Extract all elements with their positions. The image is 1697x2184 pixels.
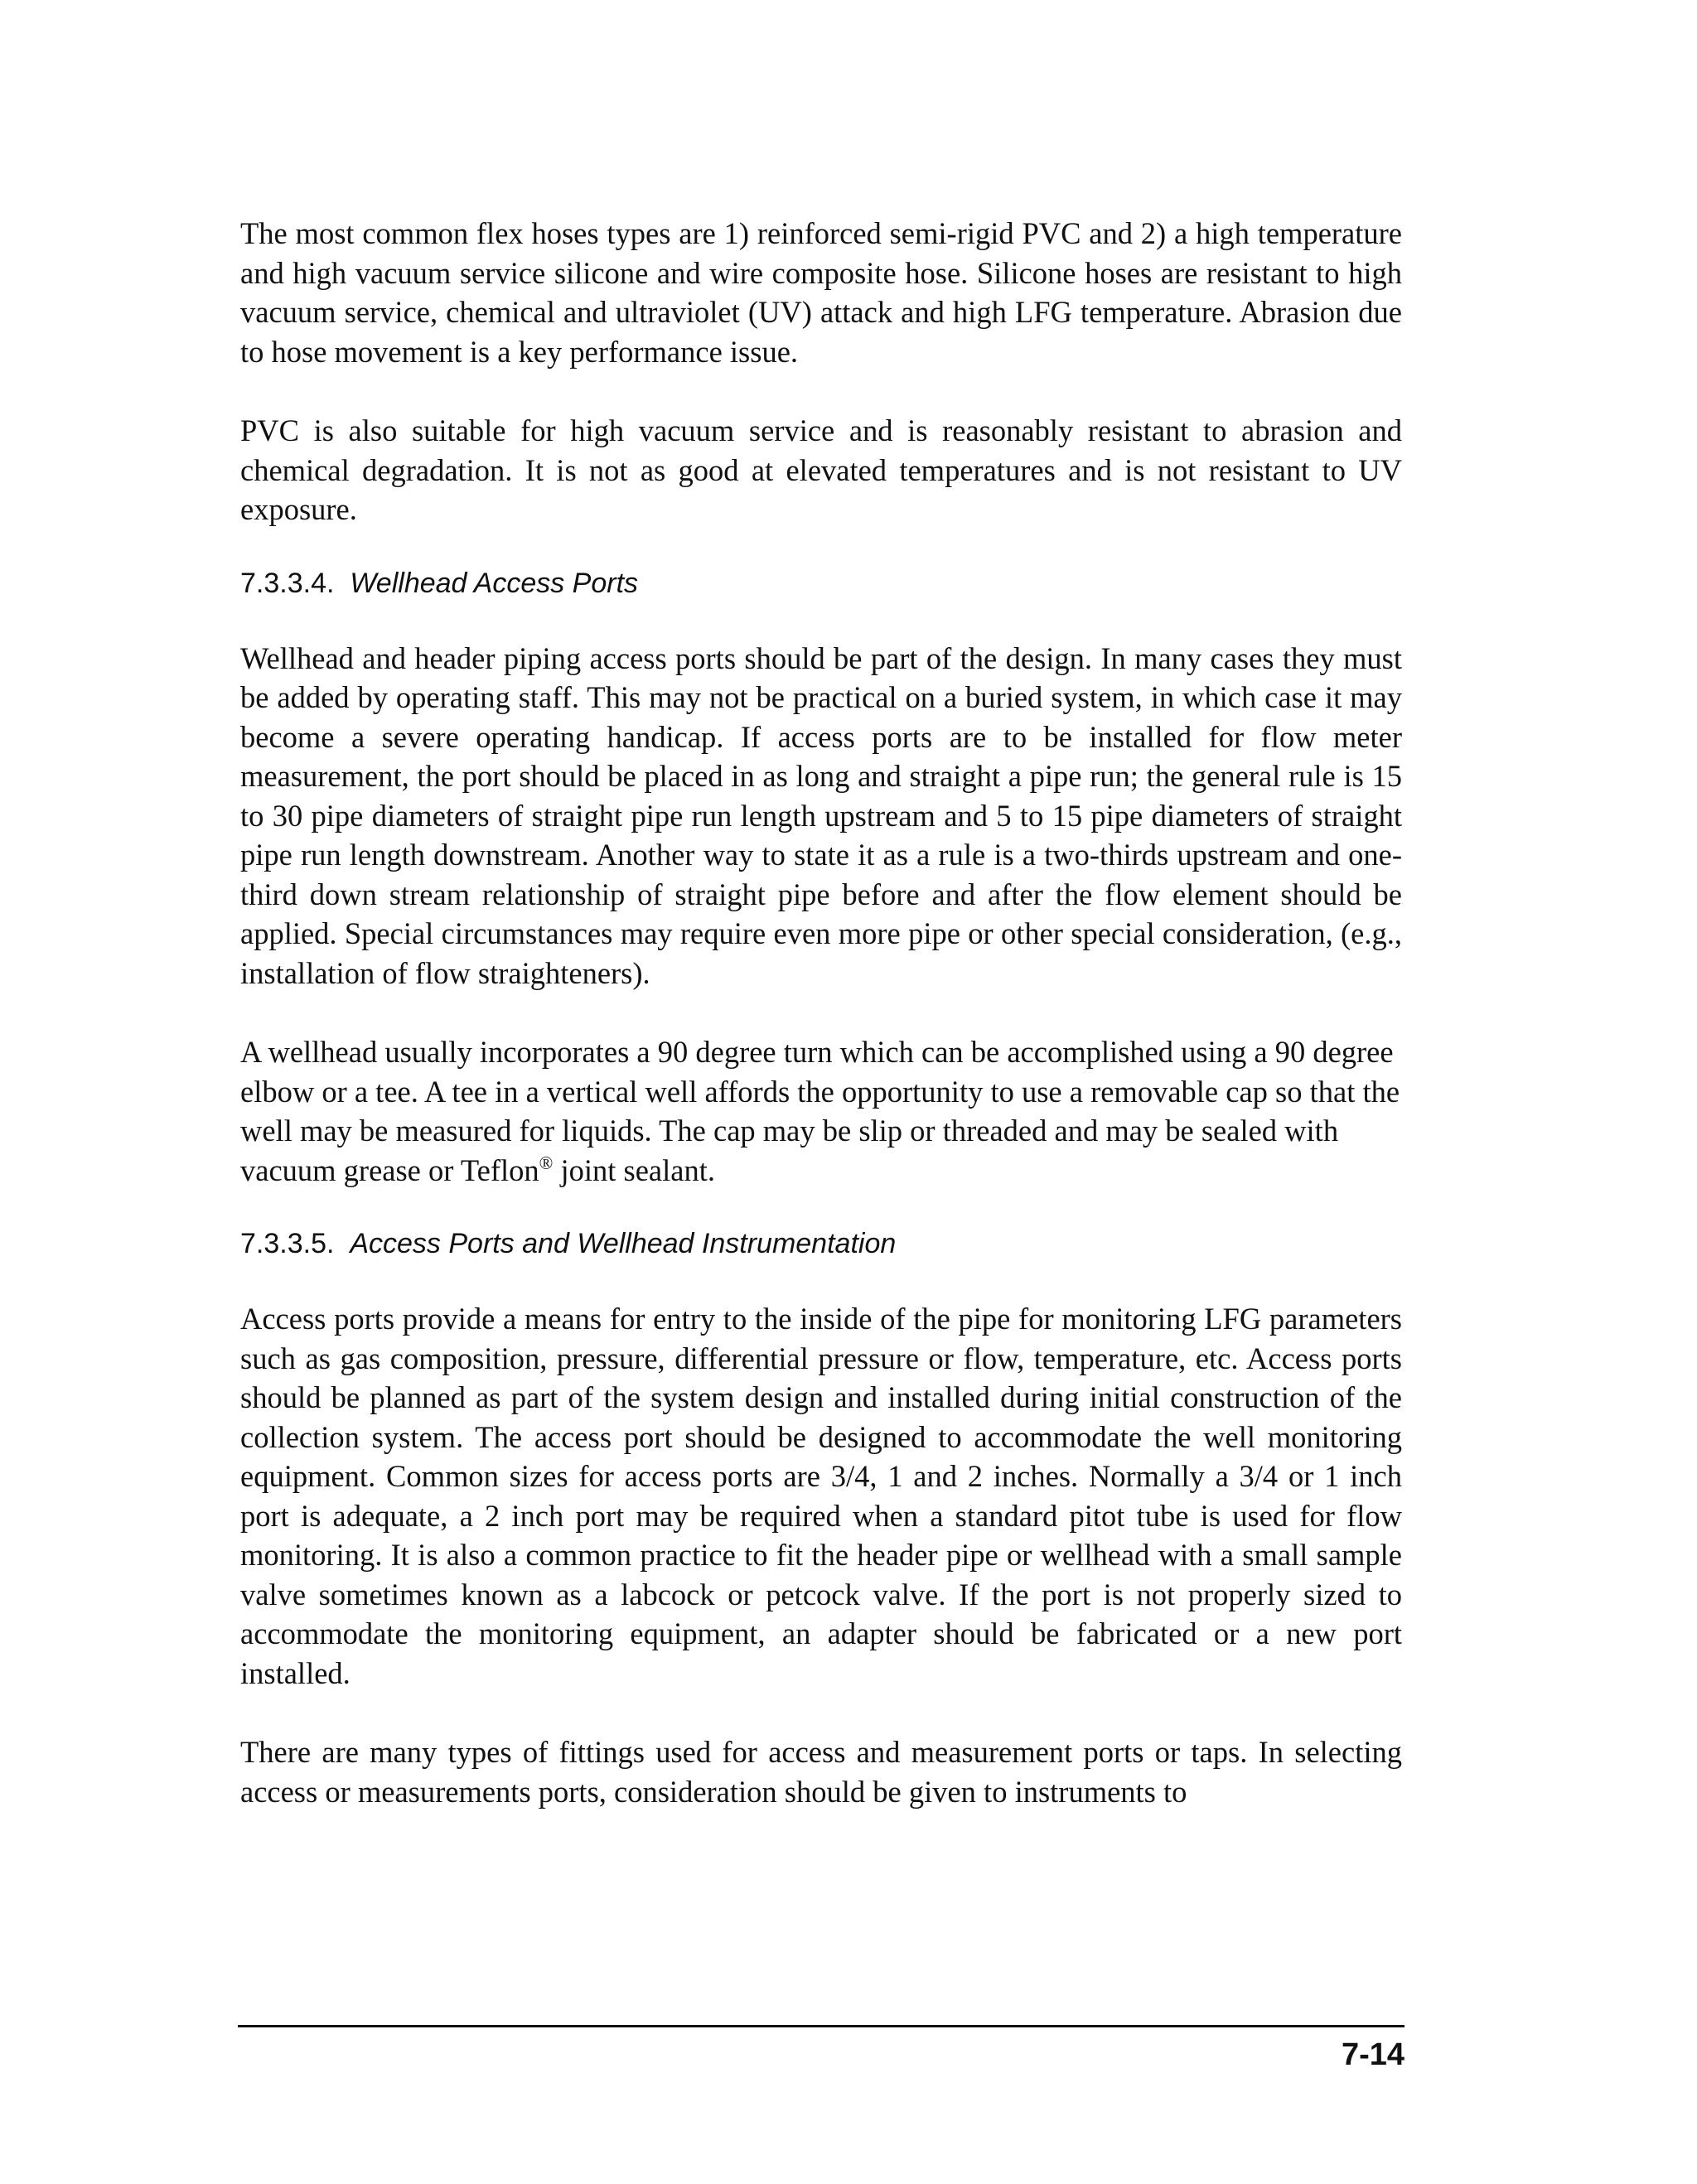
paragraph-access-ports-monitoring: Access ports provide a means for entry to the inside of the pipe for monitoring LFG parameters such as gas composition, pressure, differential pressure or flow, temperature, etc. Access ports should be planned as part of the system design and installed during initial construction of the collection system. The access port should be designed to accommodate the well monitoring equipment. Common sizes for access ports are 3/4, 1 and 2 inches. Normally a 3/4 or 1 inch port is adequate, a 2 inch port may be required when a standard pitot tube is used for flow monitoring. It is also a common practice to fit the header pipe or wellhead with a small sample valve sometimes known as a labcock or petcock valve. If the port is not properly sized to accommodate the monitoring equipment, an adapter should be fabricated or a new port installed. (240, 1302, 1402, 1690)
paragraph-text: A wellhead usually incorporates a 90 degree turn which can be accomplished using a 90 degree elbow or a tee. A tee in a vertical well affords the opportunity to use a removable cap so that the well may be measured for liquids. The cap may be slip or threaded and may be sealed with vacuum grease or Teflon (240, 1035, 1400, 1187)
paragraph-flex-hoses: The most common flex hoses types are 1) reinforced semi-rigid PVC and 2) a high temperature and high vacuum service silicone and wire composite hose. Silicone hoses are resistant to high vacuum service, chemical and ultraviolet (UV) attack and high LFG temperature. Abrasion due to hose movement is a key performance issue. (240, 216, 1402, 369)
paragraph-fitting-types: There are many types of fittings used for access and measurement ports or taps. In selecting access or measurements ports, consideration should be given to instruments to (240, 1735, 1402, 1809)
registered-mark: ® (539, 1152, 554, 1173)
section-number: 7.3.3.5. (240, 1228, 335, 1259)
paragraph-text-end: joint sealant. (553, 1152, 715, 1187)
section-number: 7.3.3.4. (240, 567, 335, 599)
section-heading-access-ports-instrumentation (240, 1225, 1402, 1262)
section-title: Wellhead Access Ports (350, 567, 639, 599)
paragraph-access-ports-design: Wellhead and header piping access ports should be part of the design. In many cases they must be added by operating staff. This may not be practical on a buried system, in which case it may become a severe operating handicap. If access ports are to be installed for flow meter measurement, the port should be placed in as long and straight a pipe run; the general rule is 15 to 30 pipe diameters of straight pipe run length upstream and 5 to 15 pipe diameters of straight pipe run length downstream. Another way to state it as a rule is a two-thirds upstream and one-third down stream relationship of straight pipe before and after the flow element should be applied. Special circumstances may require even more pipe or other special consideration, (e.g., installation of flow straighteners). (240, 640, 1402, 990)
page-number: 7-14 (1341, 2037, 1404, 2072)
section-title: Access Ports and Wellhead Instrumentation (350, 1228, 897, 1259)
paragraph-pvc: PVC is also suitable for high vacuum service and is reasonably resistant to abrasion and chemical degradation. It is not as good at elevated temperatures and is not resistant to UV exposure. (240, 413, 1402, 526)
paragraph-wellhead-tee (240, 1032, 1402, 1190)
section-heading-wellhead-access-ports (240, 565, 1402, 602)
document-body (240, 214, 1402, 1811)
footer-rule (238, 2025, 1404, 2027)
